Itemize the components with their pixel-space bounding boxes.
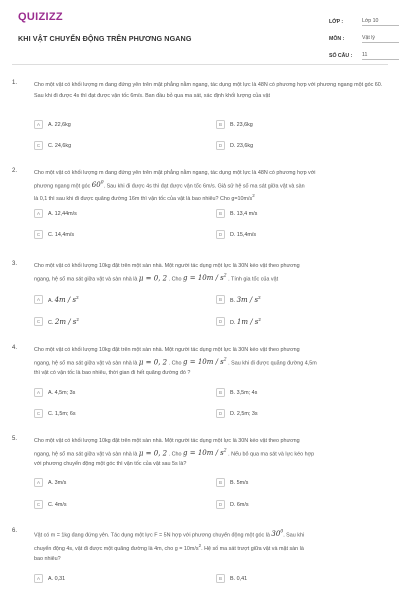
option-c[interactable] xyxy=(34,500,67,509)
gravity-math: $g = 10m / s^2$ xyxy=(183,357,227,366)
option-letter-box: D xyxy=(216,141,225,150)
question-text: Cho một vật có khối lượng 10kg đặt trên một sàn nhà. Một người tác dụng một lực là 30N kéo vật theo phương ngang, hệ số ma sát giữa vật và sàn nhà là μ = 0, 2 . Cho $g = 10m / s^2$ . Tính gia tốc của vật xyxy=(34,263,300,282)
option-text: B. $3m / s^2$ xyxy=(230,295,261,304)
gravity-math: $g = 10m / s^2$ xyxy=(183,273,227,282)
option-text: C. 4m/s xyxy=(48,501,67,508)
option-text: A. 0,31 xyxy=(48,575,66,582)
question-text: Cho một vật có khối lượng 10kg đặt trên một sàn nhà. Một người tác dụng một lực là 30N kéo vật theo phương ngang, hệ số ma sát giữa vật và sàn nhà là μ = 0, 2 . Cho $g = 10m / s^2$ . Sau khi đi được quãng đường 4,5m thì vật có vận tốc là bao nhiêu, thời gian đi hết quãng đường đó ? xyxy=(34,347,317,377)
option-text: A. 3m/s xyxy=(48,479,67,486)
option-text: A. 12,44m/s xyxy=(48,210,77,217)
option-b[interactable] xyxy=(216,478,248,487)
option-letter-box: B xyxy=(216,209,225,218)
mu-math: μ = 0, 2 xyxy=(138,273,168,282)
subject-value: Vật lý xyxy=(362,35,399,43)
option-text: C. 24,6kg xyxy=(48,142,72,149)
option-b[interactable] xyxy=(216,120,253,129)
option-d[interactable] xyxy=(216,409,258,418)
header-divider xyxy=(12,64,388,65)
option-c[interactable] xyxy=(34,409,76,418)
worksheet-title: KHI VẬT CHUYỂN ĐỘNG TRÊN PHƯƠNG NGANG xyxy=(18,34,192,43)
option-letter-box: D xyxy=(216,409,225,418)
gravity-math: $g = 10m / s^2$ xyxy=(183,448,227,457)
question-text: Cho một vật có khối lượng m đang đứng yên trên mặt phẳng nằm ngang, tác dụng một lực là 48N có phương hợp với phương ngang một góc 60. Sau khi đi được 4s thì đạt được vận tốc 6m/s. Ban đầu bỏ qua ma sát, xác định khối lượng của vật xyxy=(34,82,383,99)
option-text: A. 4,5m; 3s xyxy=(48,389,76,396)
option-text: B. 23,6kg xyxy=(230,121,253,128)
class-label: LỚP : xyxy=(329,18,344,25)
option-letter-box: B xyxy=(216,295,225,304)
angle-math: $30^0$ xyxy=(271,530,284,539)
option-text: C. 14,4m/s xyxy=(48,231,75,238)
option-a[interactable] xyxy=(34,388,75,397)
option-text: C. 1,5m; 6s xyxy=(48,410,76,417)
subject-label: MÔN : xyxy=(329,35,345,42)
option-letter-box: A xyxy=(34,120,43,129)
option-letter-box: A xyxy=(34,574,43,583)
option-text: B. 0,41 xyxy=(230,575,248,582)
option-c[interactable] xyxy=(34,230,74,239)
option-letter-box: A xyxy=(34,209,43,218)
option-c[interactable] xyxy=(34,141,71,150)
option-letter-box: B xyxy=(216,388,225,397)
question-text: Vật có m = 1kg đang đứng yên. Tác dụng một lực F = 5N hợp với phương chuyển động một góc là $30^0$. Sau khi chuyển động 4s, vật đi được một quãng đường là 4m, cho $g = 10m/s^2$. Hệ số ma sát trượt giữa vật và mặt sàn là bao nhiêu? xyxy=(34,530,305,563)
question-number: 1. xyxy=(12,80,18,86)
option-b[interactable] xyxy=(216,388,257,397)
option-b[interactable] xyxy=(216,574,247,583)
option-letter-box: A xyxy=(34,478,43,487)
question-number: 2. xyxy=(12,168,18,174)
option-a[interactable] xyxy=(34,478,66,487)
question-count-label: SỐ CÂU : xyxy=(329,52,353,59)
question-number: 4. xyxy=(12,345,18,351)
option-c[interactable] xyxy=(34,317,79,326)
option-letter-box: B xyxy=(216,478,225,487)
option-text: A. 22,6kg xyxy=(48,121,71,128)
option-d[interactable] xyxy=(216,141,253,150)
option-letter-box: B xyxy=(216,574,225,583)
mu-math: μ = 0, 2 xyxy=(138,448,168,457)
option-d[interactable] xyxy=(216,317,261,326)
option-text: D. 2,5m; 3s xyxy=(230,410,258,417)
option-text: B. 5m/s xyxy=(230,479,249,486)
option-b[interactable] xyxy=(216,209,257,218)
option-text: B. 3,5m; 4s xyxy=(230,389,258,396)
angle-math: $60^0$ xyxy=(91,180,104,189)
option-letter-box: D xyxy=(216,230,225,239)
option-text: D. $1m / s^2$ xyxy=(230,317,261,326)
option-letter-box: B xyxy=(216,120,225,129)
question-count-value: 11 xyxy=(362,52,399,60)
quizizz-logo: QUIZIZZ xyxy=(18,11,63,23)
question-number: 6. xyxy=(12,528,18,534)
option-text: D. 15,4m/s xyxy=(230,231,257,238)
class-value: Lớp 10 xyxy=(362,18,399,26)
option-a[interactable] xyxy=(34,209,77,218)
option-text: C. $2m / s^2$ xyxy=(48,317,79,326)
option-text: B. 13,4 m/s xyxy=(230,210,258,217)
mu-math: μ = 0, 2 xyxy=(138,357,168,366)
question-number: 5. xyxy=(12,436,18,442)
worksheet-meta xyxy=(329,15,399,66)
option-letter-box: A xyxy=(34,295,43,304)
option-letter-box: C xyxy=(34,409,43,418)
option-a[interactable] xyxy=(34,120,71,129)
option-d[interactable] xyxy=(216,500,249,509)
option-text: D. 6m/s xyxy=(230,501,249,508)
option-letter-box: C xyxy=(34,230,43,239)
worksheet-header xyxy=(0,0,400,62)
option-letter-box: D xyxy=(216,500,225,509)
option-text: A. $4m / s^2$ xyxy=(48,295,79,304)
option-d[interactable] xyxy=(216,230,256,239)
option-letter-box: C xyxy=(34,141,43,150)
option-b[interactable] xyxy=(216,295,261,304)
option-text: D. 23,6kg xyxy=(230,142,254,149)
option-letter-box: C xyxy=(34,500,43,509)
question-number: 3. xyxy=(12,261,18,267)
option-a[interactable] xyxy=(34,295,79,304)
option-letter-box: C xyxy=(34,317,43,326)
question-text: Cho một vật có khối lượng 10kg đặt trên một sàn nhà. Một người tác dụng một lực là 30N kéo vật theo phương ngang, hệ số ma sát giữa vật và sàn nhà là μ = 0, 2 . Cho $g = 10m / s^2$ . Nếu bỏ qua ma sát và lực kéo hợp với phương chuyển động một góc thì vận tốc của vật sau 5s là? xyxy=(34,438,315,468)
question-text: Cho một vật có khối lượng m đang đứng yên trên mặt phẳng nằm ngang, tác dụng một lực là 48N có phương hợp với phương ngang một góc $60^0$. Sau khi đi được 4s thì đạt được vận tốc 6m/s. Giả sử hệ số ma sát giữa vật và sàn là 0,1 thì sau khi đi được quãng đường 16m thì vận tốc của vật là bao nhiêu? Cho $g=10m/s^2$ xyxy=(34,170,316,203)
option-letter-box: A xyxy=(34,388,43,397)
option-a[interactable] xyxy=(34,574,65,583)
option-letter-box: D xyxy=(216,317,225,326)
